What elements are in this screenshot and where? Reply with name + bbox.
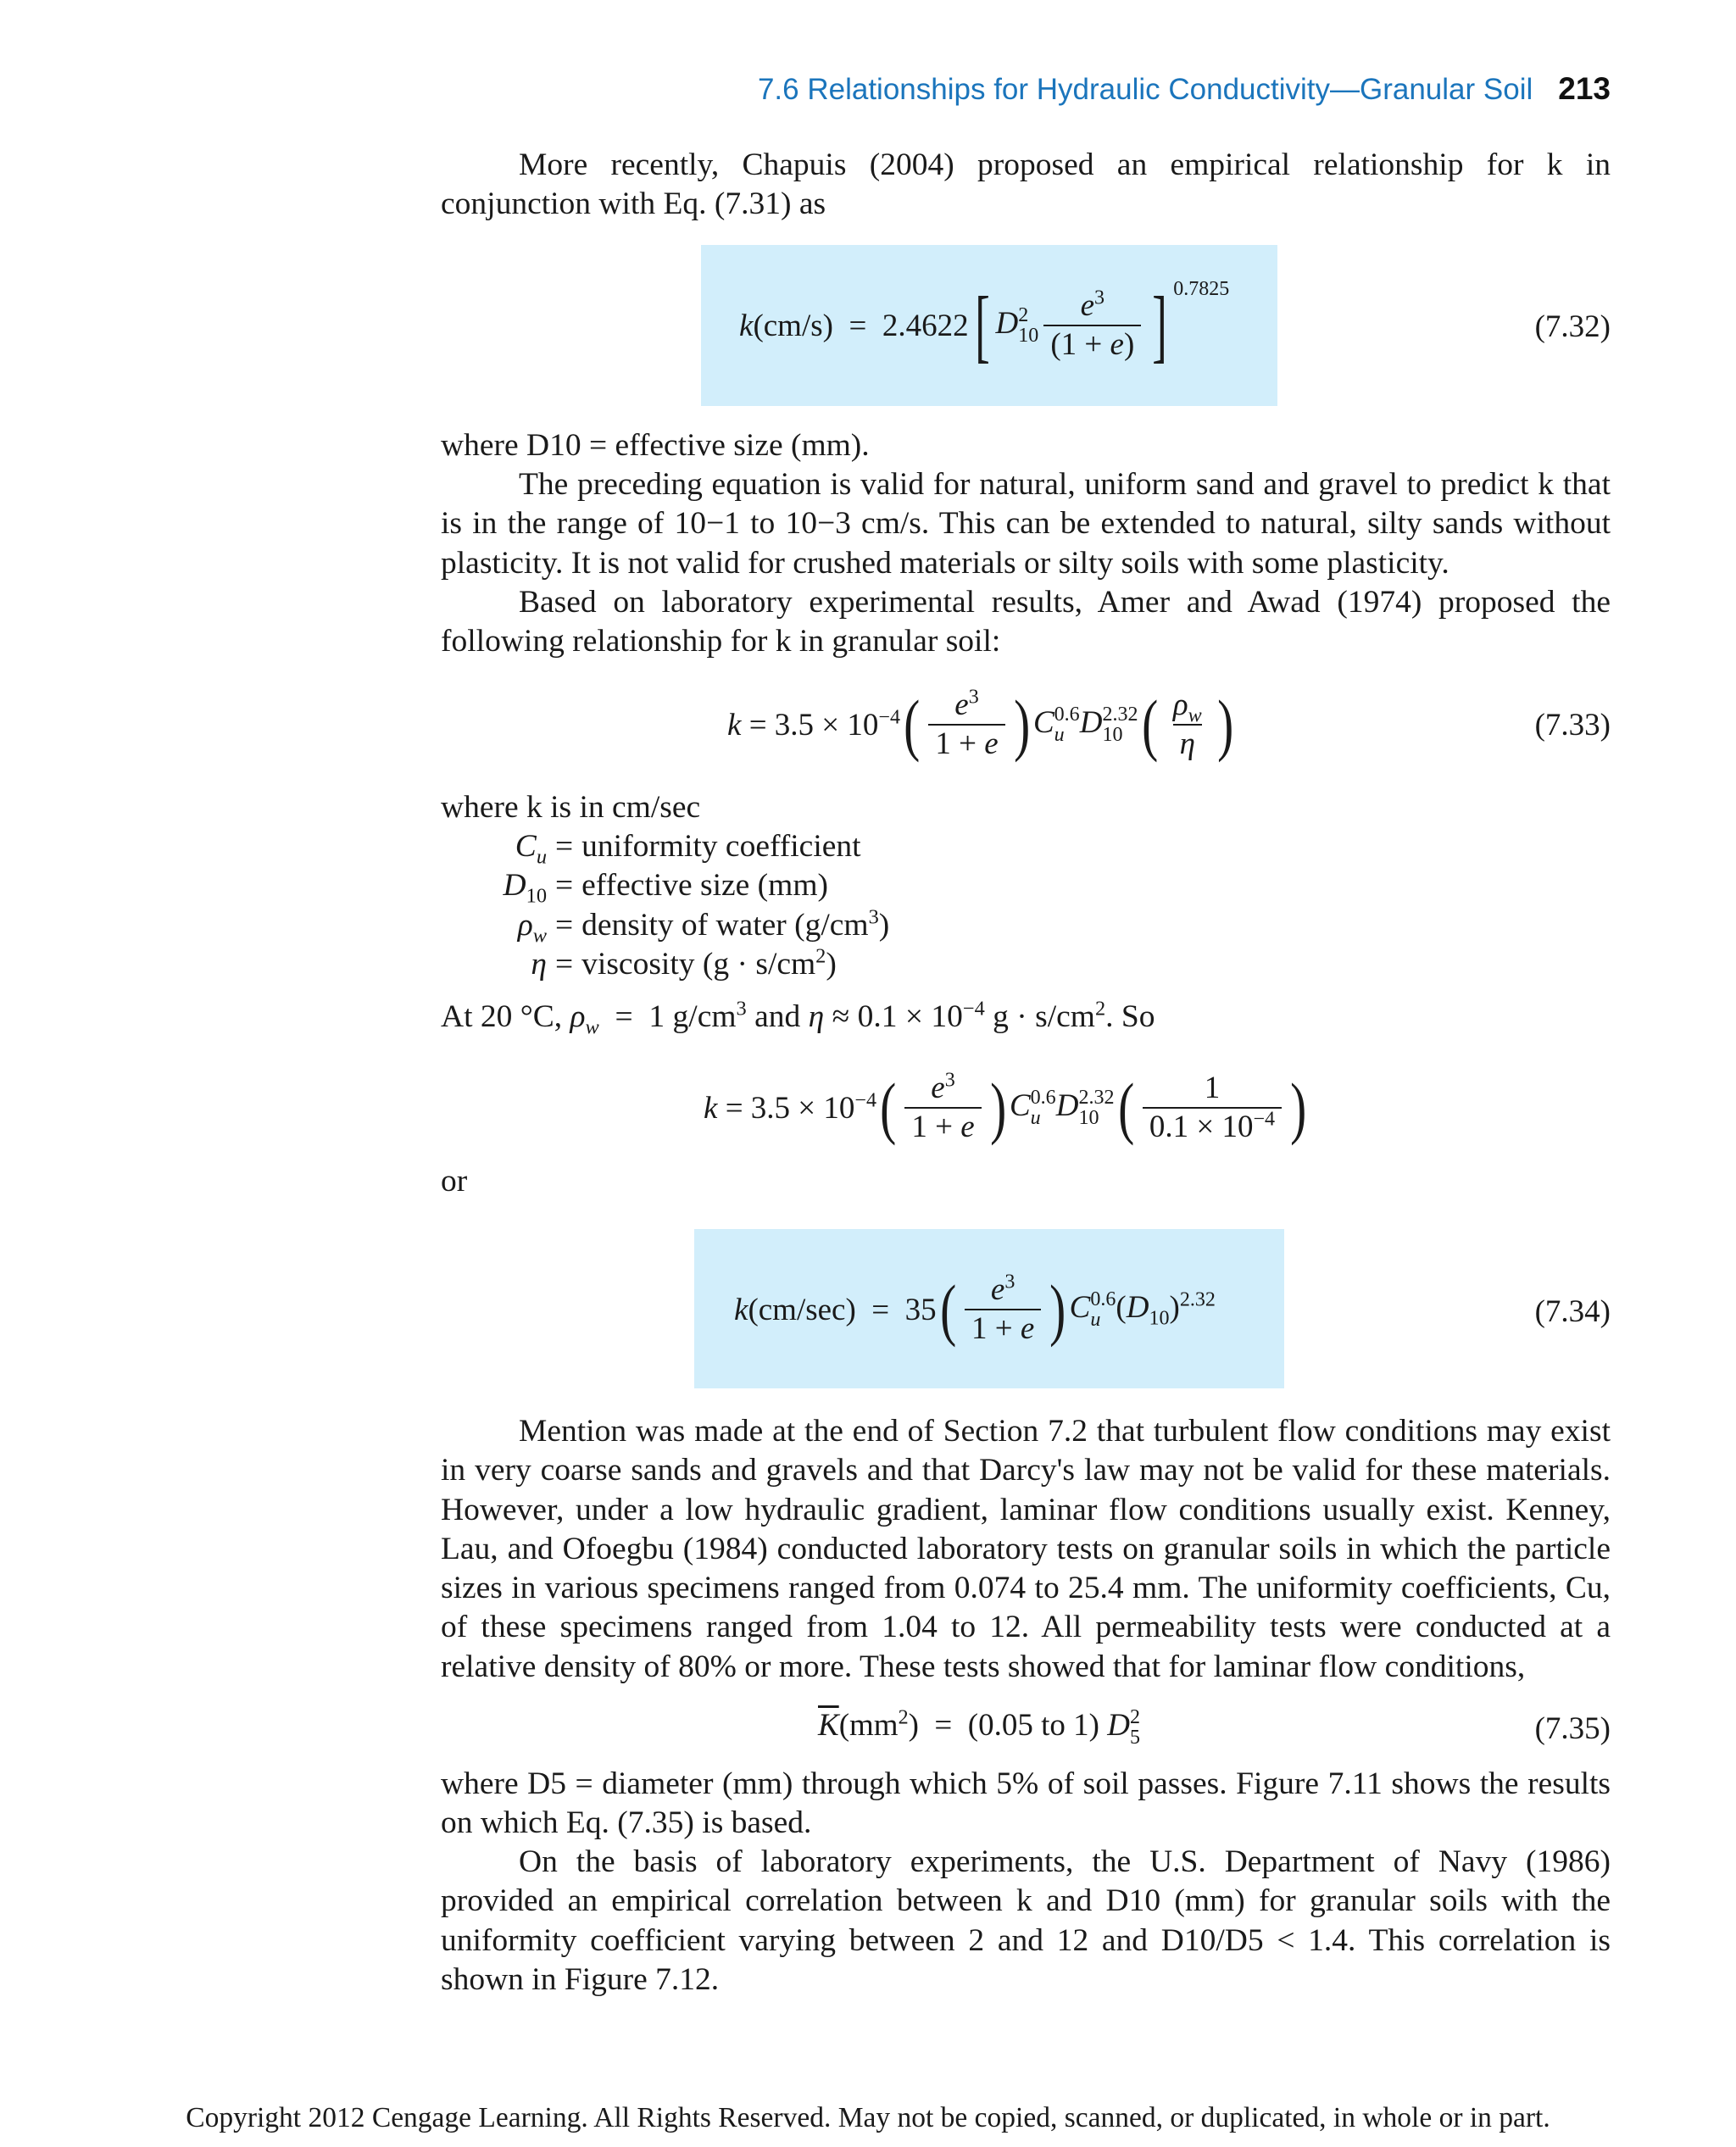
- paragraph-text: The preceding equation is valid for natural, uniform sand and gravel to predict k that is in the range of 10−1 to 10−3 cm/s. This can be extended to natural, silty sands without plasticity. It is not valid for crushed materials or silty soils with some plasticity.: [441, 467, 1611, 581]
- or-label: or: [441, 1164, 468, 1199]
- paragraph-text: Based on laboratory experimental results, Amer and Awad (1974) proposed the following relationship for k in granular soil:: [441, 585, 1611, 659]
- paragraph-amer-awad: [441, 583, 1611, 662]
- paragraph-navy: [441, 1843, 1611, 2000]
- definition-text: uniformity coefficient: [581, 829, 861, 864]
- page-number: 213: [1558, 71, 1611, 106]
- equation-7-32: k(cm/s) = 2.4622 [ D 2 10 $\frac{e^3}{(1 + e)}$ ] 0.7825: [739, 278, 1230, 370]
- definition-row: $C_u$ = uniformity coefficient: [515, 829, 861, 869]
- equation-number-7-32: (7.32): [1534, 309, 1611, 344]
- paragraph-text: Mention was made at the end of Section 7.2 that turbulent flow conditions may exist in very coarse sands and gravels and that Darcy's law may not be valid for these materials. However, under a low hydraulic gradient, laminar flow conditions usually exist. Kenney, Lau, and Ofoegbu (1984) conducted laboratory tests on granular soils in which the particle sizes in various specimens ranged from 0.074 to 25.4 mm. The uniformity coefficients, Cu, of these specimens ranged from 1.04 to 12. All permeability tests were conducted at a relative density of 80% or more. These tests showed that for laminar flow conditions,: [441, 1414, 1611, 1684]
- equation-number-7-33: (7.33): [1534, 708, 1611, 743]
- equation-number-7-35: (7.35): [1534, 1711, 1611, 1746]
- paragraph-where-k: [441, 788, 1611, 827]
- paragraph-text: where D5 = diameter (mm) through which 5% of soil passes. Figure 7.11 shows the results on which Eq. (7.35) is based.: [441, 1766, 1611, 1841]
- definitions-list: [441, 827, 889, 984]
- where-text: where k is in cm/sec: [441, 790, 701, 825]
- where-text: where D10 = effective size (mm).: [441, 428, 870, 463]
- paragraph-text: More recently, Chapuis (2004) proposed an empirical relationship for k in conjunction with Eq. (7.31) as: [441, 147, 1611, 222]
- paragraph-at-20c: At 20 °C, $\rho_w = 1$ $g/cm^3$ and $\eta \approx 0.1 \times 10^{-4}$ $g \cdot s/cm^2$. So: [441, 997, 1155, 1039]
- paragraph-text: On the basis of laboratory experiments, the U.S. Department of Navy (1986) provided an empirical correlation between k and D10 (mm) for granular soils with the uniformity coefficient varying between 2 and 12 and D10/D5 < 1.4. This correlation is shown in Figure 7.12.: [441, 1844, 1611, 1997]
- definition-text: effective size (mm): [581, 868, 828, 904]
- copyright-footer: Copyright 2012 Cengage Learning. All Rights Reserved. May not be copied, scanned, or duplicated, in whole or in part.: [186, 2102, 1550, 2133]
- equation-7-34: k(cm/sec) = 35 ( $\frac{e^3}{1 + e}$ ) C 0.6 u $(D_{10})^{2.32}$: [734, 1271, 1216, 1348]
- eq-7-32-exponent: 0.7825: [1173, 278, 1230, 300]
- equation-7-33-substituted: $k = 3.5 \times 10^{-4}$ ( $\frac{e^3}{1 + e}$ ) C 0.6 u D 2.32 10 ( $\frac{1}{0.1 \times 10^{-4}}$ ): [704, 1069, 1307, 1146]
- definition-row: $D_{10}$ = effective size (mm): [503, 868, 828, 908]
- equation-7-33: $k = 3.5 \times 10^{-4}$ ( $\frac{e^3}{1 + e}$ ) C 0.6 u D 2.32 10 ( $\frac{\rho_w}{\eta}$ ): [727, 686, 1233, 763]
- running-title: 7.6 Relationships for Hydraulic Conductivity—Granular Soil: [757, 73, 1533, 106]
- definition-row: η = viscosity $(g \cdot s/cm^2)$: [531, 944, 837, 982]
- equation-7-35: $\overline{K}(mm^2) = (0.05$ to 1) D 2 5: [818, 1706, 1140, 1749]
- paragraph-where-d10: [441, 426, 1611, 465]
- paragraph-turbulent-flow: [441, 1412, 1611, 1687]
- definition-row: $\rho_w$ = density of water $(g/cm^3)$: [517, 905, 890, 948]
- paragraph-chapuis: [441, 146, 1611, 225]
- paragraph-validity: [441, 465, 1611, 583]
- equation-number-7-34: (7.34): [1534, 1294, 1611, 1329]
- paragraph-where-d5: [441, 1765, 1611, 1844]
- running-header: [441, 71, 1611, 107]
